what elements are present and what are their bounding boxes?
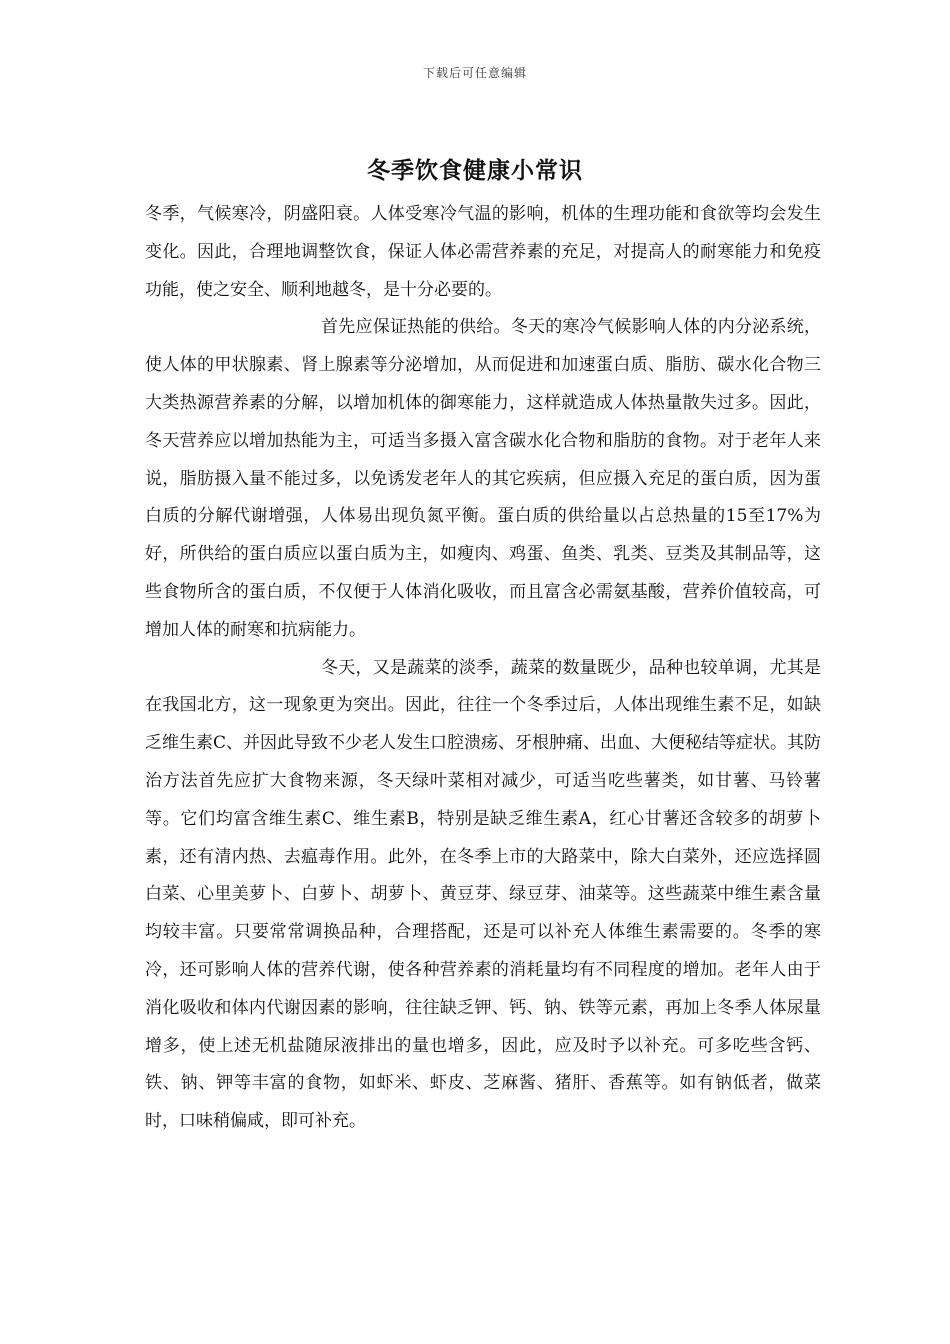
paragraph-energy-supply: 首先应保证热能的供给。冬天的寒冷气候影响人体的内分泌系统，使人体的甲状腺素、肾上腺素等分泌增加，从而促进和加速蛋白质、脂肪、碳水化合物三大类热源营养素的分解，以增加机体的御寒能力，这样就造成人体热量散失过多。因此，冬天营养应以增加热能为主，可适当多摄入富含碳水化合物和脂肪的食物。对于老年人来说，脂肪摄入量不能过多，以免诱发老年人的其它疾病，但应摄入充足的蛋白质，因为蛋白质的分解代谢增强，人体易出现负氮平衡。蛋白质的供给量以占总热量的15至17%为好，所供给的蛋白质应以蛋白质为主，如瘦肉、鸡蛋、鱼类、乳类、豆类及其制品等，这些食物所含的蛋白质，不仅便于人体消化吸收，而且富含必需氨基酸，营养价值较高，可增加人体的耐寒和抗病能力。 — [145, 317, 821, 640]
page-header-note: 下载后可任意编辑 — [422, 66, 527, 80]
document-body — [145, 196, 821, 1141]
paragraph-vegetables-minerals: 冬天，又是蔬菜的淡季，蔬菜的数量既少，品种也较单调，尤其是在我国北方，这一现象更为突出。因此，往往一个冬季过后，人体出现维生素不足，如缺乏维生素C、并因此导致不少老人发生口腔溃疡、牙根肿痛、出血、大便秘结等症状。其防治方法首先应扩大食物来源，冬天绿叶菜相对减少，可适当吃些薯类，如甘薯、马铃薯等。它们均富含维生素C、维生素B，特别是缺乏维生素A，红心甘薯还含较多的胡萝卜素，还有清内热、去瘟毒作用。此外，在冬季上市的大路菜中，除大白菜外，还应选择圆白菜、心里美萝卜、白萝卜、胡萝卜、黄豆芽、绿豆芽、油菜等。这些蔬菜中维生素含量均较丰富。只要常常调换品种，合理搭配，还是可以补充人体维生素需要的。冬季的寒冷，还可影响人体的营养代谢，使各种营养素的消耗量均有不同程度的增加。老年人由于消化吸收和体内代谢因素的影响，往往缺乏钾、钙、钠、铁等元素，再加上冬季人体尿量增多，使上述无机盐随尿液排出的量也增多，因此，应及时予以补充。可多吃些含钙、铁、钠、钾等丰富的食物，如虾米、虾皮、芝麻酱、猪肝、香蕉等。如有钠低者，做菜时，口味稍偏咸，即可补充。 — [145, 657, 822, 1132]
document-title: 冬季饮食健康小常识 — [367, 157, 583, 184]
paragraph-intro: 冬季，气候寒冷，阴盛阳衰。人体受寒冷气温的影响，机体的生理功能和食欲等均会发生变化。因此，合理地调整饮食，保证人体必需营养素的充足，对提高人的耐寒能力和免疫功能，使之安全、顺利地越冬，是十分必要的。 — [145, 204, 821, 300]
